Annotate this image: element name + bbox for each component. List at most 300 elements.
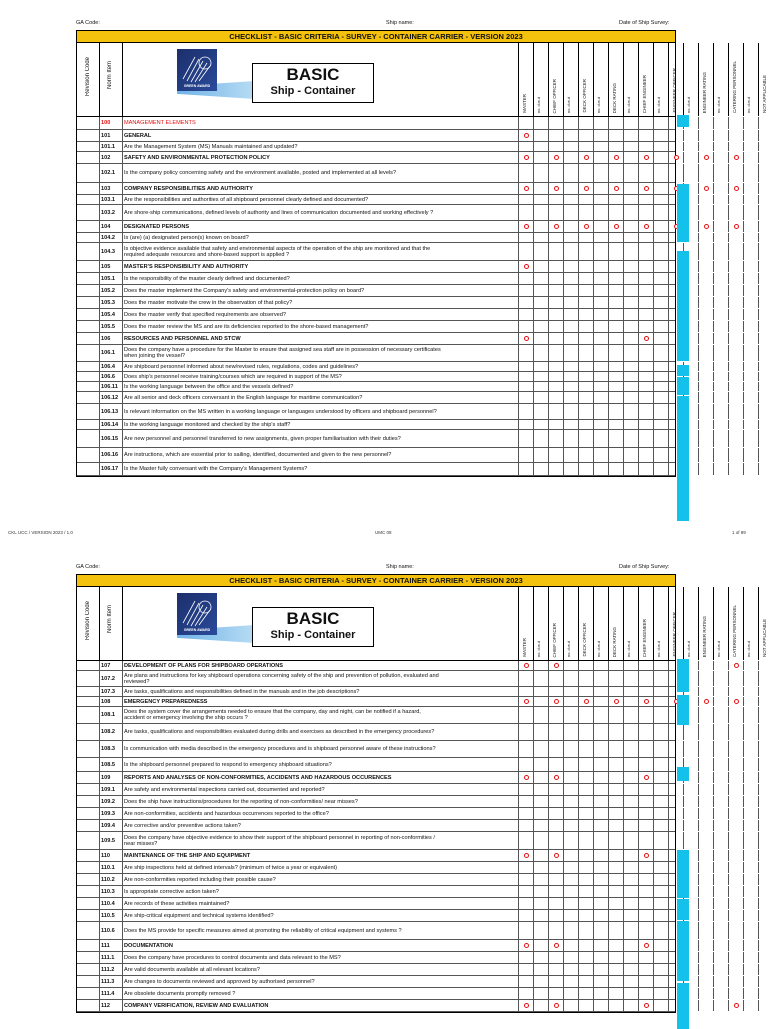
role-check-cell[interactable] — [548, 952, 563, 963]
role-check-cell[interactable] — [698, 976, 713, 987]
role-check-cell[interactable] — [698, 142, 713, 151]
role-check-cell[interactable] — [578, 273, 593, 284]
role-check-cell[interactable] — [623, 382, 638, 391]
role-check-cell[interactable] — [563, 741, 578, 757]
role-check-cell[interactable] — [548, 741, 563, 757]
role-check-cell[interactable] — [563, 392, 578, 403]
role-check-cell[interactable] — [608, 796, 623, 807]
role-check-cell[interactable] — [698, 221, 713, 232]
role-check-cell[interactable] — [683, 808, 698, 819]
role-check-cell[interactable] — [623, 130, 638, 141]
role-check-cell[interactable] — [758, 952, 768, 963]
role-check-cell[interactable] — [533, 687, 548, 696]
role-check-cell[interactable] — [608, 362, 623, 371]
role-check-cell[interactable] — [578, 952, 593, 963]
role-check-cell[interactable] — [593, 1000, 608, 1011]
role-check-cell[interactable] — [608, 233, 623, 242]
role-check-cell[interactable] — [533, 195, 548, 204]
role-check-cell[interactable] — [578, 382, 593, 391]
role-check-cell[interactable] — [743, 164, 758, 182]
role-check-cell[interactable] — [683, 796, 698, 807]
role-check-cell[interactable] — [563, 297, 578, 308]
role-check-cell[interactable] — [578, 697, 593, 706]
role-check-cell[interactable] — [533, 404, 548, 419]
role-check-cell[interactable] — [548, 420, 563, 429]
role-check-cell[interactable] — [698, 392, 713, 403]
role-check-cell[interactable] — [653, 152, 668, 163]
role-check-cell[interactable] — [743, 724, 758, 740]
role-check-cell[interactable] — [593, 430, 608, 447]
role-check-cell[interactable] — [698, 404, 713, 419]
role-check-cell[interactable] — [713, 784, 728, 795]
role-check-cell[interactable] — [593, 205, 608, 220]
role-check-cell[interactable] — [758, 796, 768, 807]
role-check-cell[interactable] — [683, 142, 698, 151]
role-check-cell[interactable] — [713, 130, 728, 141]
role-check-cell[interactable] — [713, 976, 728, 987]
role-check-cell[interactable] — [608, 862, 623, 873]
role-check-cell[interactable] — [623, 285, 638, 296]
role-check-cell[interactable] — [743, 687, 758, 696]
role-check-cell[interactable] — [638, 463, 653, 475]
role-check-cell[interactable] — [593, 808, 608, 819]
role-check-cell[interactable] — [653, 862, 668, 873]
role-check-cell[interactable] — [758, 333, 768, 344]
role-check-cell[interactable] — [638, 964, 653, 975]
role-check-cell[interactable] — [623, 392, 638, 403]
role-check-cell[interactable] — [758, 671, 768, 686]
role-check-cell[interactable] — [548, 430, 563, 447]
role-check-cell[interactable] — [743, 404, 758, 419]
role-check-cell[interactable] — [623, 808, 638, 819]
role-check-cell[interactable] — [608, 772, 623, 783]
role-check-cell[interactable] — [518, 988, 533, 999]
role-check-cell[interactable] — [698, 988, 713, 999]
role-check-cell[interactable] — [593, 784, 608, 795]
role-check-cell[interactable] — [578, 988, 593, 999]
role-check-cell[interactable] — [533, 820, 548, 831]
role-check-cell[interactable] — [638, 808, 653, 819]
role-check-cell[interactable] — [578, 233, 593, 242]
role-check-cell[interactable] — [623, 898, 638, 909]
role-check-cell[interactable] — [743, 820, 758, 831]
role-check-cell[interactable] — [758, 382, 768, 391]
role-check-cell[interactable] — [638, 261, 653, 272]
role-check-cell[interactable] — [563, 697, 578, 706]
role-check-cell[interactable] — [713, 707, 728, 723]
role-check-cell[interactable] — [518, 297, 533, 308]
role-check-cell[interactable] — [518, 862, 533, 873]
role-check-cell[interactable] — [713, 273, 728, 284]
role-check-cell[interactable] — [698, 898, 713, 909]
role-check-cell[interactable] — [638, 707, 653, 723]
role-check-cell[interactable] — [518, 796, 533, 807]
role-check-cell[interactable] — [533, 297, 548, 308]
role-check-cell[interactable] — [638, 697, 653, 706]
role-check-cell[interactable] — [533, 152, 548, 163]
role-check-cell[interactable] — [593, 152, 608, 163]
role-check-cell[interactable] — [728, 205, 743, 220]
role-check-cell[interactable] — [728, 130, 743, 141]
role-check-cell[interactable] — [758, 1000, 768, 1011]
role-check-cell[interactable] — [563, 285, 578, 296]
role-check-cell[interactable] — [608, 707, 623, 723]
role-check-cell[interactable] — [728, 922, 743, 939]
role-check-cell[interactable] — [608, 741, 623, 757]
role-check-cell[interactable] — [713, 382, 728, 391]
role-check-cell[interactable] — [713, 832, 728, 849]
role-check-cell[interactable] — [593, 183, 608, 194]
role-check-cell[interactable] — [608, 392, 623, 403]
role-check-cell[interactable] — [728, 195, 743, 204]
role-check-cell[interactable] — [533, 273, 548, 284]
role-check-cell[interactable] — [623, 952, 638, 963]
role-check-cell[interactable] — [728, 273, 743, 284]
role-check-cell[interactable] — [638, 392, 653, 403]
role-check-cell[interactable] — [713, 404, 728, 419]
role-check-cell[interactable] — [728, 758, 743, 771]
role-check-cell[interactable] — [548, 285, 563, 296]
role-check-cell[interactable] — [758, 784, 768, 795]
role-check-cell[interactable] — [698, 273, 713, 284]
role-check-cell[interactable] — [698, 820, 713, 831]
role-check-cell[interactable] — [653, 221, 668, 232]
role-check-cell[interactable] — [533, 1000, 548, 1011]
role-check-cell[interactable] — [638, 195, 653, 204]
role-check-cell[interactable] — [743, 285, 758, 296]
role-check-cell[interactable] — [563, 850, 578, 861]
role-check-cell[interactable] — [563, 758, 578, 771]
role-check-cell[interactable] — [728, 372, 743, 381]
role-check-cell[interactable] — [533, 898, 548, 909]
role-check-cell[interactable] — [758, 321, 768, 332]
role-check-cell[interactable] — [623, 261, 638, 272]
role-check-cell[interactable] — [743, 976, 758, 987]
role-check-cell[interactable] — [683, 724, 698, 740]
role-check-cell[interactable] — [578, 205, 593, 220]
role-check-cell[interactable] — [638, 796, 653, 807]
role-check-cell[interactable] — [728, 261, 743, 272]
role-check-cell[interactable] — [743, 243, 758, 260]
role-check-cell[interactable] — [608, 221, 623, 232]
role-check-cell[interactable] — [593, 940, 608, 951]
role-check-cell[interactable] — [698, 309, 713, 320]
role-check-cell[interactable] — [548, 988, 563, 999]
role-check-cell[interactable] — [518, 221, 533, 232]
role-check-cell[interactable] — [758, 741, 768, 757]
role-check-cell[interactable] — [608, 910, 623, 921]
role-check-cell[interactable] — [563, 130, 578, 141]
role-check-cell[interactable] — [743, 205, 758, 220]
role-check-cell[interactable] — [608, 333, 623, 344]
role-check-cell[interactable] — [728, 772, 743, 783]
role-check-cell[interactable] — [593, 964, 608, 975]
role-check-cell[interactable] — [713, 796, 728, 807]
role-check-cell[interactable] — [608, 687, 623, 696]
role-check-cell[interactable] — [668, 784, 683, 795]
role-check-cell[interactable] — [548, 448, 563, 462]
role-check-cell[interactable] — [653, 130, 668, 141]
role-check-cell[interactable] — [653, 297, 668, 308]
role-check-cell[interactable] — [713, 333, 728, 344]
role-check-cell[interactable] — [593, 404, 608, 419]
role-check-cell[interactable] — [533, 922, 548, 939]
role-check-cell[interactable] — [593, 321, 608, 332]
role-check-cell[interactable] — [653, 243, 668, 260]
role-check-cell[interactable] — [578, 297, 593, 308]
role-check-cell[interactable] — [713, 372, 728, 381]
role-check-cell[interactable] — [653, 964, 668, 975]
role-check-cell[interactable] — [653, 420, 668, 429]
role-check-cell[interactable] — [533, 183, 548, 194]
role-check-cell[interactable] — [743, 392, 758, 403]
role-check-cell[interactable] — [518, 707, 533, 723]
role-check-cell[interactable] — [653, 392, 668, 403]
role-check-cell[interactable] — [713, 1000, 728, 1011]
role-check-cell[interactable] — [713, 205, 728, 220]
role-check-cell[interactable] — [638, 285, 653, 296]
role-check-cell[interactable] — [638, 273, 653, 284]
role-check-cell[interactable] — [518, 1000, 533, 1011]
role-check-cell[interactable] — [698, 195, 713, 204]
role-check-cell[interactable] — [578, 832, 593, 849]
role-check-cell[interactable] — [713, 362, 728, 371]
role-check-cell[interactable] — [698, 345, 713, 361]
role-check-cell[interactable] — [578, 195, 593, 204]
role-check-cell[interactable] — [563, 976, 578, 987]
role-check-cell[interactable] — [533, 345, 548, 361]
role-check-cell[interactable] — [728, 448, 743, 462]
role-check-cell[interactable] — [668, 152, 683, 163]
role-check-cell[interactable] — [518, 420, 533, 429]
role-check-cell[interactable] — [608, 820, 623, 831]
role-check-cell[interactable] — [653, 142, 668, 151]
role-check-cell[interactable] — [728, 404, 743, 419]
role-check-cell[interactable] — [533, 886, 548, 897]
role-check-cell[interactable] — [518, 898, 533, 909]
role-check-cell[interactable] — [653, 976, 668, 987]
role-check-cell[interactable] — [728, 808, 743, 819]
role-check-cell[interactable] — [533, 430, 548, 447]
role-check-cell[interactable] — [548, 671, 563, 686]
role-check-cell[interactable] — [668, 741, 683, 757]
role-check-cell[interactable] — [563, 309, 578, 320]
role-check-cell[interactable] — [593, 448, 608, 462]
role-check-cell[interactable] — [548, 362, 563, 371]
role-check-cell[interactable] — [758, 832, 768, 849]
role-check-cell[interactable] — [578, 772, 593, 783]
role-check-cell[interactable] — [758, 152, 768, 163]
role-check-cell[interactable] — [563, 195, 578, 204]
role-check-cell[interactable] — [698, 784, 713, 795]
role-check-cell[interactable] — [608, 130, 623, 141]
role-check-cell[interactable] — [518, 285, 533, 296]
role-check-cell[interactable] — [728, 463, 743, 475]
role-check-cell[interactable] — [638, 448, 653, 462]
role-check-cell[interactable] — [563, 671, 578, 686]
role-check-cell[interactable] — [593, 309, 608, 320]
role-check-cell[interactable] — [683, 130, 698, 141]
role-check-cell[interactable] — [563, 724, 578, 740]
role-check-cell[interactable] — [758, 922, 768, 939]
role-check-cell[interactable] — [608, 463, 623, 475]
role-check-cell[interactable] — [578, 463, 593, 475]
role-check-cell[interactable] — [698, 862, 713, 873]
role-check-cell[interactable] — [698, 772, 713, 783]
role-check-cell[interactable] — [533, 117, 548, 129]
role-check-cell[interactable] — [563, 362, 578, 371]
role-check-cell[interactable] — [713, 808, 728, 819]
role-check-cell[interactable] — [653, 362, 668, 371]
role-check-cell[interactable] — [638, 874, 653, 885]
role-check-cell[interactable] — [638, 372, 653, 381]
role-check-cell[interactable] — [623, 796, 638, 807]
role-check-cell[interactable] — [518, 850, 533, 861]
role-check-cell[interactable] — [608, 195, 623, 204]
role-check-cell[interactable] — [623, 420, 638, 429]
role-check-cell[interactable] — [758, 142, 768, 151]
role-check-cell[interactable] — [743, 796, 758, 807]
role-check-cell[interactable] — [608, 964, 623, 975]
role-check-cell[interactable] — [563, 910, 578, 921]
role-check-cell[interactable] — [698, 183, 713, 194]
role-check-cell[interactable] — [578, 430, 593, 447]
role-check-cell[interactable] — [728, 940, 743, 951]
role-check-cell[interactable] — [728, 850, 743, 861]
role-check-cell[interactable] — [563, 707, 578, 723]
role-check-cell[interactable] — [743, 142, 758, 151]
role-check-cell[interactable] — [548, 898, 563, 909]
role-check-cell[interactable] — [593, 976, 608, 987]
role-check-cell[interactable] — [578, 976, 593, 987]
role-check-cell[interactable] — [623, 152, 638, 163]
role-check-cell[interactable] — [758, 392, 768, 403]
role-check-cell[interactable] — [653, 382, 668, 391]
role-check-cell[interactable] — [563, 183, 578, 194]
role-check-cell[interactable] — [668, 796, 683, 807]
role-check-cell[interactable] — [593, 333, 608, 344]
role-check-cell[interactable] — [698, 910, 713, 921]
role-check-cell[interactable] — [518, 273, 533, 284]
role-check-cell[interactable] — [548, 874, 563, 885]
role-check-cell[interactable] — [728, 707, 743, 723]
role-check-cell[interactable] — [758, 297, 768, 308]
role-check-cell[interactable] — [593, 164, 608, 182]
role-check-cell[interactable] — [593, 221, 608, 232]
role-check-cell[interactable] — [578, 117, 593, 129]
role-check-cell[interactable] — [713, 392, 728, 403]
role-check-cell[interactable] — [578, 243, 593, 260]
role-check-cell[interactable] — [533, 697, 548, 706]
role-check-cell[interactable] — [713, 321, 728, 332]
role-check-cell[interactable] — [698, 758, 713, 771]
role-check-cell[interactable] — [653, 820, 668, 831]
role-check-cell[interactable] — [608, 430, 623, 447]
role-check-cell[interactable] — [578, 164, 593, 182]
role-check-cell[interactable] — [578, 420, 593, 429]
role-check-cell[interactable] — [728, 164, 743, 182]
role-check-cell[interactable] — [593, 261, 608, 272]
role-check-cell[interactable] — [578, 309, 593, 320]
role-check-cell[interactable] — [563, 898, 578, 909]
role-check-cell[interactable] — [623, 707, 638, 723]
role-check-cell[interactable] — [743, 964, 758, 975]
role-check-cell[interactable] — [593, 874, 608, 885]
role-check-cell[interactable] — [548, 850, 563, 861]
role-check-cell[interactable] — [743, 898, 758, 909]
role-check-cell[interactable] — [713, 898, 728, 909]
role-check-cell[interactable] — [743, 772, 758, 783]
role-check-cell[interactable] — [533, 808, 548, 819]
role-check-cell[interactable] — [608, 940, 623, 951]
role-check-cell[interactable] — [533, 741, 548, 757]
role-check-cell[interactable] — [728, 671, 743, 686]
role-check-cell[interactable] — [638, 164, 653, 182]
role-check-cell[interactable] — [578, 261, 593, 272]
role-check-cell[interactable] — [623, 372, 638, 381]
role-check-cell[interactable] — [548, 152, 563, 163]
role-check-cell[interactable] — [623, 362, 638, 371]
role-check-cell[interactable] — [713, 117, 728, 129]
role-check-cell[interactable] — [683, 784, 698, 795]
role-check-cell[interactable] — [758, 687, 768, 696]
role-check-cell[interactable] — [593, 117, 608, 129]
role-check-cell[interactable] — [578, 724, 593, 740]
role-check-cell[interactable] — [758, 940, 768, 951]
role-check-cell[interactable] — [728, 820, 743, 831]
role-check-cell[interactable] — [638, 661, 653, 670]
role-check-cell[interactable] — [698, 874, 713, 885]
role-check-cell[interactable] — [578, 808, 593, 819]
role-check-cell[interactable] — [728, 221, 743, 232]
role-check-cell[interactable] — [743, 862, 758, 873]
role-check-cell[interactable] — [563, 205, 578, 220]
role-check-cell[interactable] — [743, 195, 758, 204]
role-check-cell[interactable] — [713, 862, 728, 873]
role-check-cell[interactable] — [518, 382, 533, 391]
role-check-cell[interactable] — [758, 463, 768, 475]
role-check-cell[interactable] — [743, 707, 758, 723]
role-check-cell[interactable] — [578, 796, 593, 807]
role-check-cell[interactable] — [563, 832, 578, 849]
role-check-cell[interactable] — [743, 297, 758, 308]
role-check-cell[interactable] — [743, 758, 758, 771]
role-check-cell[interactable] — [638, 221, 653, 232]
role-check-cell[interactable] — [653, 1000, 668, 1011]
role-check-cell[interactable] — [743, 333, 758, 344]
role-check-cell[interactable] — [548, 808, 563, 819]
role-check-cell[interactable] — [743, 952, 758, 963]
role-check-cell[interactable] — [698, 164, 713, 182]
role-check-cell[interactable] — [623, 850, 638, 861]
role-check-cell[interactable] — [713, 183, 728, 194]
role-check-cell[interactable] — [563, 261, 578, 272]
role-check-cell[interactable] — [608, 243, 623, 260]
role-check-cell[interactable] — [728, 886, 743, 897]
role-check-cell[interactable] — [593, 886, 608, 897]
role-check-cell[interactable] — [593, 362, 608, 371]
role-check-cell[interactable] — [608, 661, 623, 670]
role-check-cell[interactable] — [608, 758, 623, 771]
role-check-cell[interactable] — [563, 117, 578, 129]
role-check-cell[interactable] — [533, 910, 548, 921]
role-check-cell[interactable] — [518, 661, 533, 670]
role-check-cell[interactable] — [713, 420, 728, 429]
role-check-cell[interactable] — [638, 152, 653, 163]
role-check-cell[interactable] — [668, 164, 683, 182]
role-check-cell[interactable] — [713, 964, 728, 975]
role-check-cell[interactable] — [758, 362, 768, 371]
